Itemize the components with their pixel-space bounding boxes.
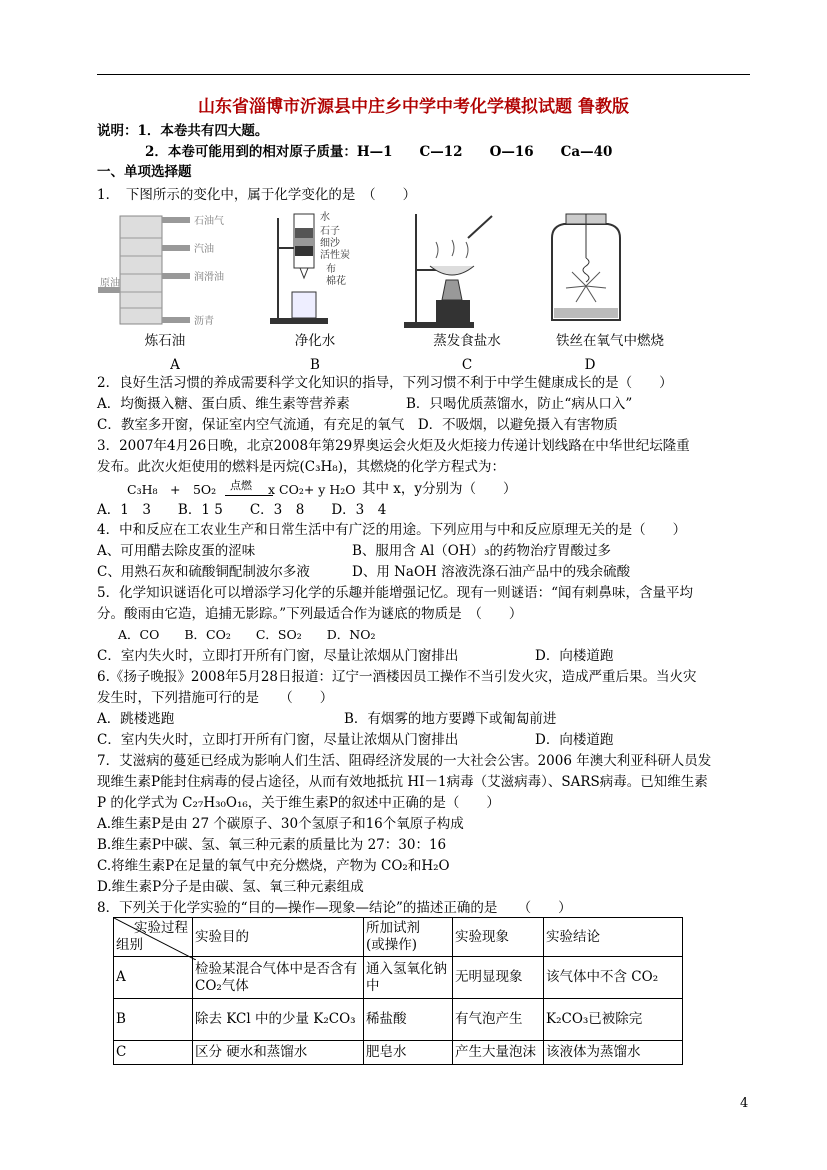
label-petroleum-gas: 石油气 bbox=[194, 216, 224, 227]
question-2: 2．良好生活习惯的养成需要科学文化知识的指导，下列习惯不利于中学生健康成长的是（ ） bbox=[97, 375, 673, 391]
letter-b: B bbox=[310, 357, 320, 373]
experiment-figures bbox=[96, 208, 696, 333]
q7-option-c: C.将维生素P在足量的氧气中充分燃烧，产物为 CO₂和H₂O bbox=[97, 858, 450, 874]
row-c-purpose: 区分 硬水和蒸馏水 bbox=[193, 1041, 364, 1065]
row-b-conclusion: K₂CO₃已被除完 bbox=[544, 999, 683, 1041]
q6-option-a: A．跳楼逃跑 bbox=[97, 711, 175, 727]
caption-c: 蒸发食盐水 bbox=[433, 333, 501, 349]
experiment-table bbox=[113, 917, 683, 1065]
row-b-group: B bbox=[114, 999, 193, 1041]
q6-option-b: B．有烟雾的地方要蹲下或匍匐前进 bbox=[344, 711, 557, 727]
label-crude-oil: 原油 bbox=[100, 278, 120, 289]
q5-extra-c: C．室内失火时，立即打开所有门窗，尽量让浓烟从门窗排出 bbox=[97, 648, 459, 664]
label-activated-carbon: 活性炭 bbox=[320, 250, 350, 261]
question-8: 8．下列关于化学实验的“目的—操作—现象—结论”的描述正确的是 （ ） bbox=[97, 900, 572, 916]
label-sand: 细沙 bbox=[320, 238, 340, 249]
q3-equation-right: x CO₂+ y H₂O bbox=[268, 482, 356, 497]
question-3-line-2: 发布。此次火炬使用的燃料是丙烷(C₃H₈)，其燃烧的化学方程式为： bbox=[97, 459, 505, 475]
q5-extra-d: D．向楼道跑 bbox=[535, 648, 614, 664]
question-5-line-1: 5．化学知识谜语化可以增添学习化学的乐趣并能增强记忆。现有一则谜语：“闻有刺鼻味，含量平均 bbox=[97, 585, 693, 601]
row-c-reagent: 肥皂水 bbox=[364, 1041, 453, 1065]
evaporation-figure bbox=[396, 208, 506, 330]
header-purpose: 实验目的 bbox=[193, 918, 364, 957]
question-7-line-3: P 的化学式为 C₂₇H₃₀O₁₆，关于维生素P的叙述中正确的是（ ） bbox=[97, 795, 500, 811]
q6-option-c: C．室内失火时，立即打开所有门窗，尽量让浓烟从门窗排出 bbox=[97, 732, 459, 748]
row-c-conclusion: 该液体为蒸馏水 bbox=[544, 1041, 683, 1065]
label-cotton: 棉花 bbox=[326, 276, 346, 287]
iron-burning-figure bbox=[536, 208, 636, 330]
corner-header-bottom: 组别 bbox=[116, 937, 143, 953]
row-b-reagent: 稀盐酸 bbox=[364, 999, 453, 1041]
label-cloth: 布 bbox=[326, 264, 336, 275]
table-row bbox=[114, 957, 683, 999]
q3-equation-condition: 点燃 bbox=[230, 479, 252, 492]
letter-d: D bbox=[584, 357, 596, 373]
note-2: 2．本卷可能用到的相对原子质量：H—1 C—12 O—16 Ca—40 bbox=[145, 144, 613, 160]
question-1: 1． 下图所示的变化中，属于化学变化的是 （ ） bbox=[97, 187, 417, 203]
label-pebbles: 石子 bbox=[320, 226, 340, 237]
q4-option-a: A、可用醋去除皮蛋的涩味 bbox=[97, 543, 256, 559]
row-b-purpose: 除去 KCl 中的少量 K₂CO₃ bbox=[193, 999, 364, 1041]
question-5-line-2: 分。酸雨由它造，追捕无影踪。”下列最适合作为谜底的物质是 （ ） bbox=[97, 606, 523, 622]
row-c-phenomenon: 产生大量泡沫 bbox=[453, 1041, 544, 1065]
label-lubricant: 润滑油 bbox=[194, 272, 224, 283]
header-conclusion: 实验结论 bbox=[544, 918, 683, 957]
question-6-line-1: 6.《扬子晚报》2008年5月28日报道：辽宁一酒楼因员工操作不当引发火灾，造成严重后果。当火灾 bbox=[97, 669, 697, 685]
label-water: 水 bbox=[320, 212, 330, 223]
question-4: 4．中和反应在工农业生产和日常生活中有广泛的用途。下列应用与中和反应原理无关的是（ ） bbox=[97, 522, 687, 538]
q3-equation-left: C₃H₈ + 5O₂ bbox=[127, 482, 217, 497]
q2-option-cd: C．教室多开窗，保证室内空气流通，有充足的氧气 D．不吸烟，以避免摄入有害物质 bbox=[97, 417, 618, 433]
letter-c: C bbox=[461, 357, 473, 373]
q4-option-c: C、用熟石灰和硫酸铜配制波尔多液 bbox=[97, 564, 310, 580]
section-heading: 一、单项选择题 bbox=[97, 164, 192, 180]
question-7-line-2: 现维生素P能封住病毒的侵占途径，从而有效地抵抗 HI－1病毒（艾滋病毒）、SARS病毒。已知维生素 bbox=[97, 774, 708, 790]
q7-option-a: A.维生素P是由 27 个碳原子、30个氢原子和16个氧原子构成 bbox=[97, 816, 464, 832]
q7-option-b: B.维生素P中碳、氢、氧三种元素的质量比为 27：30：16 bbox=[97, 837, 447, 853]
row-c-group: C bbox=[114, 1041, 193, 1065]
distillation-tower-figure bbox=[98, 208, 248, 330]
question-6-line-2: 发生时，下列措施可行的是 （ ） bbox=[97, 690, 334, 706]
q7-option-d: D.维生素P分子是由碳、氢、氧三种元素组成 bbox=[97, 879, 364, 895]
q2-option-a: A．均衡摄入糖、蛋白质、维生素等营养素 bbox=[97, 396, 350, 412]
table-row bbox=[114, 999, 683, 1041]
q2-option-b: B．只喝优质蒸馏水，防止“病从口入” bbox=[406, 396, 633, 412]
q3-equation-tail: 其中 x，y分别为（ ） bbox=[362, 481, 517, 497]
table-corner-cell bbox=[114, 918, 193, 957]
header-reagent: 所加试剂 (或操作) bbox=[364, 918, 453, 957]
question-7-line-1: 7．艾滋病的蔓延已经成为影响人们生活、阻碍经济发展的一大社会公害。2006 年澳大利亚科研人员发 bbox=[97, 753, 712, 769]
row-a-conclusion: 该气体中不含 CO₂ bbox=[544, 957, 683, 999]
row-b-phenomenon: 有气泡产生 bbox=[453, 999, 544, 1041]
caption-b: 净化水 bbox=[294, 333, 336, 349]
caption-a: 炼石油 bbox=[144, 333, 186, 349]
letter-a: A bbox=[170, 357, 180, 373]
page-title: 山东省淄博市沂源县中庄乡中学中考化学模拟试题 鲁教版 bbox=[198, 97, 629, 117]
label-gasoline: 汽油 bbox=[194, 244, 214, 255]
corner-header-top: 实验过程 bbox=[134, 920, 188, 936]
row-a-reagent: 通入氢氧化钠中 bbox=[364, 957, 453, 999]
note-1: 说明：1．本卷共有四大题。 bbox=[97, 123, 269, 139]
q4-option-d: D、用 NaOH 溶液洗涤石油产品中的残余硫酸 bbox=[352, 564, 631, 580]
row-a-phenomenon: 无明显现象 bbox=[453, 957, 544, 999]
header-rule bbox=[97, 74, 750, 75]
q6-option-d: D．向楼道跑 bbox=[535, 732, 614, 748]
q5-options: A．CO B．CO₂ C．SO₂ D．NO₂ bbox=[118, 627, 376, 642]
table-header-row bbox=[114, 918, 683, 957]
water-purifier-figure bbox=[264, 208, 384, 330]
q3-equation-arrow bbox=[225, 495, 273, 496]
page-number: 4 bbox=[740, 1096, 749, 1111]
label-asphalt: 沥青 bbox=[194, 316, 214, 327]
q3-options: A．1 3 B．1 5 C．3 8 D．3 4 bbox=[97, 502, 387, 518]
caption-d: 铁丝在氧气中燃烧 bbox=[556, 333, 664, 349]
q4-option-b: B、服用含 Al（OH）₃的药物治疗胃酸过多 bbox=[352, 543, 612, 559]
question-3-line-1: 3．2007年4月26日晚，北京2008年第29界奥运会火炬及火炬接力传递计划线路在中华世纪坛隆重 bbox=[97, 438, 690, 454]
row-a-purpose: 检验某混合气体中是否含有 CO₂气体 bbox=[193, 957, 364, 999]
header-phenomenon: 实验现象 bbox=[453, 918, 544, 957]
table-row bbox=[114, 1041, 683, 1065]
row-a-group: A bbox=[114, 957, 193, 999]
